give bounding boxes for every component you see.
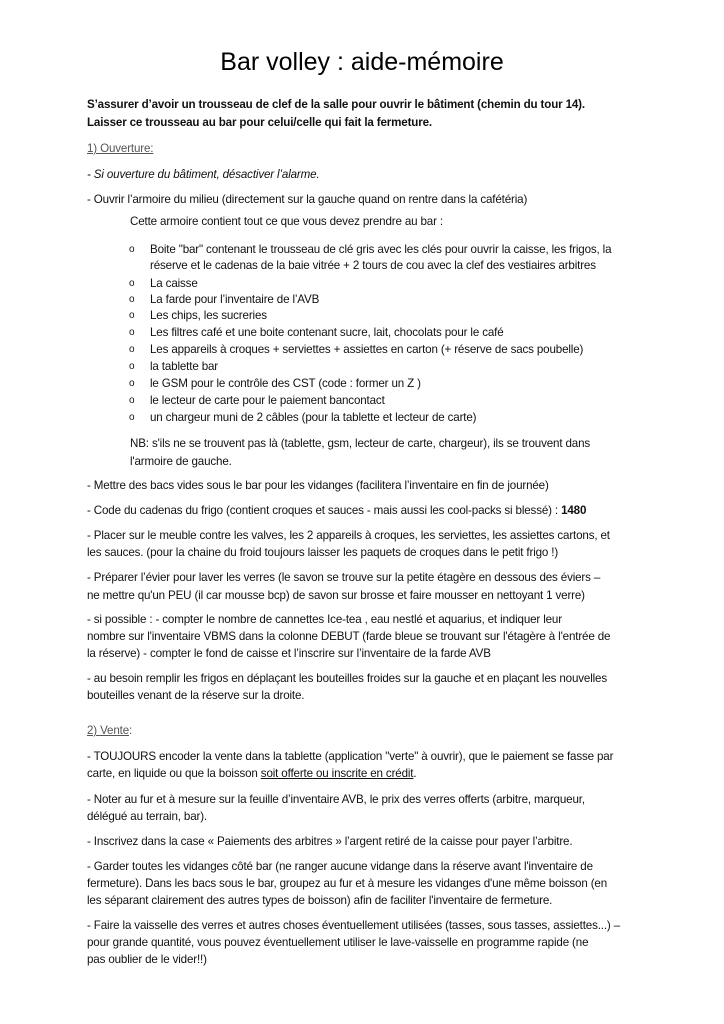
inscrivez-instruction: - Inscrivez dans la case « Paiements des arbitres » l’argent retiré de la caisse pour payer l’arbitre. [87,835,573,848]
list-item: La farde pour l’inventaire de l’AVB [150,293,320,306]
noter-line-1: - Noter au fur et à mesure sur la feuille d’inventaire AVB, le prix des verres offerts (arbitre, marqueur, [87,793,585,806]
intro-line-2: Laisser ce trousseau au bar pour celui/celle qui fait la fermeture. [87,116,432,129]
list-item: Boite "bar" contenant le trousseau de clé gris avec les clés pour ouvrir la caisse, les frigos, la [150,243,612,256]
evier-line-1: - Préparer l’évier pour laver les verres (le savon se trouve sur la petite étagère en dessous des éviers – [87,571,601,584]
list-item: La caisse [150,277,198,290]
bullet-icon: o [129,412,135,423]
bullet-icon: o [129,327,135,338]
code-instruction-text: - Code du cadenas du frigo (contient croques et sauces - mais aussi les cool-packs si blessé) : [87,504,562,517]
list-item: le lecteur de carte pour le paiement bancontact [150,394,385,407]
nb-note-line-1: NB: s'ils ne se trouvent pas là (tablette, gsm, lecteur de carte, chargeur), ils se trouvent dans [130,437,591,450]
toujours-line-2 [87,766,667,782]
list-item: Les appareils à croques + serviettes + assiettes en carton (+ réserve de sacs poubelle) [150,343,584,356]
list-item: un chargeur muni de 2 câbles (pour la tablette et lecteur de carte) [150,411,477,424]
list-item: le GSM pour le contrôle des CST (code : former un Z ) [150,377,421,390]
bullet-icon: o [129,344,135,355]
section-vente-heading [87,723,667,739]
garder-line-2: fermeture). Dans les bacs sous le bar, groupez au fur et à mesure les vidanges d'une même boisson (en [87,877,608,890]
alarm-instruction: - Si ouverture du bâtiment, désactiver l’alarme. [87,168,320,181]
toujours-underlined: soit offerte ou inscrite en crédit [260,767,414,780]
evier-line-2: ne mettre qu'un PEU (il car mousse bcp) de savon sur brosse et faire mousser en nettoyant 1 verre) [87,589,585,602]
toujours-line-2-suffix: . [413,767,417,780]
armoire-instruction: - Ouvrir l’armoire du milieu (directement sur la gauche quand on rentre dans la cafétéria) [87,193,528,206]
frigos-line-2: bouteilles venant de la réserve sur la droite. [87,689,305,702]
bullet-icon: o [129,395,135,406]
garder-line-1: - Garder toutes les vidanges côté bar (ne ranger aucune vidange dans la réserve avant l'inventaire de [87,860,593,873]
bullet-icon: o [129,278,135,289]
toujours-line-2-prefix: carte, en liquide ou que la boisson [87,767,261,780]
possible-line-1: - si possible : - compter le nombre de cannettes Ice-tea , eau nestlé et aquarius, et indiquer leur [87,613,562,626]
placer-line-2: les sauces. (pour la chaine du froid toujours laisser les paquets de croques dans le petit frigo !) [87,546,559,559]
intro-line-1: S’assurer d’avoir un trousseau de clef de la salle pour ouvrir le bâtiment (chemin du tour 14). [87,98,585,111]
vaisselle-line-1: - Faire la vaisselle des verres et autres choses éventuellement utilisées (tasses, sous tasses, assiettes...) – [87,919,621,932]
page-title: Bar volley : aide-mémoire [220,48,504,76]
bullet-icon: o [129,361,135,372]
list-item: Les chips, les sucreries [150,309,267,322]
section-vente-heading-text: 2) Vente [87,724,129,737]
section-vente-heading-colon: : [129,724,133,737]
vaisselle-line-2: pour grande quantité, vous pouvez éventuellement utiliser le lave-vaisselle en programme rapide (ne [87,936,589,949]
list-item-continuation: réserve et le cadenas de la baie vitrée + 2 tours de cou avec la clef des vestiaires arbitres [150,259,596,272]
frigos-line-1: - au besoin remplir les frigos en déplaçant les bouteilles froides sur la gauche et en plaçant les nouvelles [87,672,608,685]
bullet-icon: o [129,244,135,255]
placer-line-1: - Placer sur le meuble contre les valves, les 2 appareils à croques, les serviettes, les assiettes cartons, et [87,529,610,542]
code-instruction [87,503,667,519]
bullet-icon: o [129,310,135,321]
list-item: Les filtres café et une boite contenant sucre, lait, chocolats pour le café [150,326,504,339]
possible-line-3: la réserve) - compter le fond de caisse et l’inscrire sur l’inventaire de la farde AVB [87,647,491,660]
nb-note-line-2: l'armoire de gauche. [130,455,232,468]
armoire-intro: Cette armoire contient tout ce que vous devez prendre au bar : [130,215,443,228]
toujours-line-1: - TOUJOURS encoder la vente dans la tablette (application "verte" à ouvrir), que le paiement se fasse par [87,750,614,763]
noter-line-2: délégué au terrain, bar). [87,810,207,823]
garder-line-3: les séparant clairement des autres types de boisson) afin de faciliter l'inventaire de fermeture. [87,894,553,907]
code-value: 1480 [561,504,587,517]
bullet-icon: o [129,294,135,305]
list-item: la tablette bar [150,360,219,373]
vaisselle-line-3: pas oublier de le vider!!) [87,953,207,966]
bullet-icon: o [129,378,135,389]
section-ouverture-heading: 1) Ouverture: [87,142,154,155]
bacs-instruction: - Mettre des bacs vides sous le bar pour les vidanges (facilitera l’inventaire en fin de journée) [87,479,549,492]
possible-line-2: nombre sur l'inventaire VBMS dans la colonne DEBUT (farde bleue se trouvant sur l'étagère à l'entrée de [87,630,611,643]
